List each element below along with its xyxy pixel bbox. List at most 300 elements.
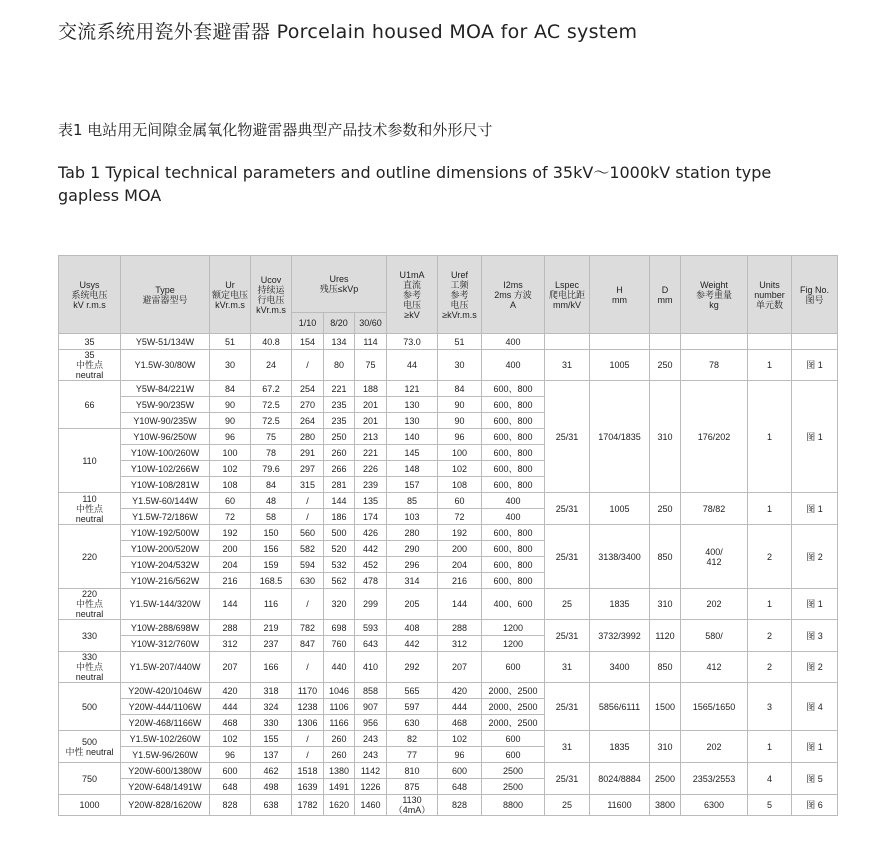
cell-square-wave (482, 573, 545, 589)
cell-residual-1-10-text: / (306, 360, 309, 370)
cell-residual-30-60-text: 243 (362, 749, 379, 760)
cell-residual-1-10 (292, 747, 324, 763)
cell-dc-ref-voltage-text: 292 (404, 662, 420, 672)
cell-system-voltage-text: 330 (81, 630, 98, 641)
cell-square-wave-text: 600、800 (493, 383, 533, 394)
cell-square-wave-text: 400 (505, 336, 521, 347)
cell-dc-ref-voltage (387, 573, 438, 589)
cell-rated-voltage (210, 397, 251, 413)
cell-diameter-text: 1500 (654, 701, 676, 712)
table-row (59, 683, 838, 699)
cell-residual-8-20-text: 1380 (328, 765, 350, 776)
cell-figure-text: 图 6 (806, 800, 823, 810)
cell-residual-8-20 (324, 589, 355, 620)
cell-dc-ref-voltage (387, 541, 438, 557)
cell-pf-ref-voltage-text: 51 (454, 336, 465, 347)
cell-continuous-voltage-text: 75 (265, 431, 276, 442)
cell-pf-ref-voltage-text: 648 (451, 781, 468, 792)
cell-system-voltage-text: 66 (84, 399, 95, 410)
cell-rated-voltage (210, 525, 251, 541)
cell-residual-8-20-text: 221 (331, 383, 347, 394)
table-body (59, 334, 838, 816)
cell-square-wave (482, 509, 545, 525)
cell-type-text: Y5W-84/221W (135, 383, 195, 394)
header-u1ma: U1mA 直流 参考 电压 ≥kV (387, 256, 438, 334)
cell-dc-ref-voltage (387, 747, 438, 763)
cell-rated-voltage (210, 731, 251, 747)
cell-dc-ref-voltage (387, 381, 438, 397)
cell-residual-30-60-text: 442 (362, 543, 379, 554)
cell-dc-ref-voltage (387, 334, 438, 350)
cell-creepage-text: 31 (561, 662, 572, 672)
cell-rated-voltage (210, 429, 251, 445)
cell-pf-ref-voltage (438, 589, 482, 620)
cell-weight (681, 350, 748, 381)
cell-continuous-voltage (251, 413, 292, 429)
cell-square-wave (482, 795, 545, 816)
cell-dc-ref-voltage-text: 77 (406, 749, 417, 760)
cell-residual-30-60 (355, 509, 387, 525)
cell-creepage (545, 525, 590, 589)
cell-pf-ref-voltage-text: 108 (451, 479, 468, 490)
cell-figure-text: 图 1 (806, 741, 823, 752)
cell-weight-text: 202 (706, 741, 722, 752)
cell-type-text: Y1.5W-102/260W (129, 733, 201, 744)
cell-residual-30-60 (355, 620, 387, 636)
cell-residual-30-60 (355, 763, 387, 779)
cell-creepage-text: 25/31 (555, 773, 579, 784)
cell-residual-8-20-text: 260 (331, 447, 347, 458)
cell-type-text: Y20W-648/1491W (128, 781, 202, 792)
cell-residual-30-60-text: 114 (363, 336, 378, 347)
cell-dc-ref-voltage-text: 630 (404, 717, 420, 728)
cell-pf-ref-voltage-text: 312 (451, 638, 468, 649)
cell-continuous-voltage-text: 24 (265, 360, 276, 370)
cell-system-voltage-text: 1000 (79, 800, 100, 810)
cell-square-wave (482, 525, 545, 541)
cell-diameter-text: 310 (657, 741, 673, 752)
cell-type-text: Y1.5W-30/80W (134, 360, 196, 370)
cell-residual-8-20-text: 1491 (328, 781, 350, 792)
cell-residual-1-10 (292, 429, 324, 445)
cell-rated-voltage (210, 715, 251, 731)
cell-pf-ref-voltage-text: 600 (451, 765, 468, 776)
cell-residual-8-20-text: 144 (331, 495, 347, 506)
cell-units-text: 4 (766, 773, 772, 784)
cell-square-wave (482, 699, 545, 715)
cell-square-wave-text: 400 (505, 360, 521, 370)
cell-diameter-text: 3800 (654, 800, 676, 810)
cell-residual-1-10-text: 847 (299, 638, 316, 649)
cell-residual-8-20-text: 235 (331, 399, 347, 410)
cell-dc-ref-voltage-text: 314 (404, 575, 420, 586)
cell-dc-ref-voltage-text: 875 (404, 781, 420, 792)
cell-residual-1-10-text: 1238 (297, 701, 318, 712)
cell-type (121, 397, 210, 413)
cell-dc-ref-voltage (387, 429, 438, 445)
cell-continuous-voltage (251, 731, 292, 747)
cell-continuous-voltage-text: 72.5 (262, 415, 280, 426)
cell-residual-8-20 (324, 429, 355, 445)
cell-square-wave (482, 747, 545, 763)
cell-figure-text: 图 4 (806, 701, 823, 712)
cell-square-wave-text: 600、800 (493, 479, 533, 490)
table-row (59, 334, 838, 350)
page-title: 交流系统用瓷外套避雷器 Porcelain housed MOA for AC system (58, 21, 638, 43)
cell-continuous-voltage-text: 324 (263, 701, 279, 712)
cell-pf-ref-voltage-text: 216 (451, 575, 468, 586)
cell-residual-30-60-text: 452 (362, 559, 379, 570)
cell-pf-ref-voltage-text: 144 (451, 599, 468, 609)
cell-dc-ref-voltage-text: 130 (404, 399, 420, 410)
cell-square-wave-text: 2000、2500 (488, 701, 538, 712)
cell-residual-1-10-text: 154 (299, 336, 316, 347)
cell-dc-ref-voltage-text: 121 (404, 383, 420, 394)
cell-dc-ref-voltage (387, 731, 438, 747)
cell-type-text: Y5W-90/235W (135, 399, 195, 410)
cell-continuous-voltage (251, 747, 292, 763)
header-units: Units number 单元数 (748, 256, 792, 334)
cell-diameter (650, 493, 681, 525)
cell-residual-30-60-text: 410 (362, 662, 379, 672)
cell-residual-1-10 (292, 509, 324, 525)
cell-figure-text: 图 5 (806, 773, 823, 784)
cell-creepage (545, 350, 590, 381)
cell-type-text: Y10W-90/235W (133, 415, 197, 426)
cell-type-text: Y20W-420/1046W (128, 685, 202, 696)
cell-residual-8-20-text: 698 (331, 622, 347, 633)
cell-type (121, 461, 210, 477)
cell-residual-30-60-text: 213 (362, 431, 379, 442)
cell-continuous-voltage-text: 219 (263, 622, 279, 633)
cell-type (121, 747, 210, 763)
cell-weight (681, 381, 748, 493)
cell-system-voltage (59, 731, 121, 763)
cell-weight-text: 78/82 (702, 503, 726, 514)
cell-height (590, 652, 650, 683)
cell-type-text: Y1.5W-144/320W (129, 599, 201, 609)
cell-continuous-voltage-text: 237 (263, 638, 279, 649)
cell-continuous-voltage (251, 477, 292, 493)
cell-residual-30-60 (355, 795, 387, 816)
cell-square-wave-text: 600 (505, 662, 521, 672)
cell-residual-8-20 (324, 652, 355, 683)
cell-residual-1-10 (292, 525, 324, 541)
cell-weight (681, 620, 748, 652)
cell-diameter-text: 2500 (654, 773, 676, 784)
cell-continuous-voltage-text: 166 (263, 662, 279, 672)
cell-residual-30-60 (355, 557, 387, 573)
cell-system-voltage-text: 750 (81, 773, 98, 784)
cell-residual-8-20-text: 281 (331, 479, 347, 490)
cell-pf-ref-voltage-text: 100 (451, 447, 468, 458)
cell-units (748, 334, 792, 350)
cell-system-voltage-text: 500 (81, 701, 98, 712)
cell-figure (792, 652, 838, 683)
cell-figure (792, 620, 838, 652)
cell-dc-ref-voltage (387, 493, 438, 509)
cell-pf-ref-voltage-text: 102 (451, 463, 468, 474)
cell-residual-8-20-text: 260 (331, 733, 347, 744)
cell-residual-8-20 (324, 573, 355, 589)
cell-residual-8-20 (324, 683, 355, 699)
cell-continuous-voltage (251, 699, 292, 715)
cell-height-text: 5856/6111 (598, 701, 641, 712)
cell-square-wave-text: 2500 (502, 781, 524, 792)
cell-dc-ref-voltage (387, 795, 438, 816)
cell-dc-ref-voltage-text: 1130（4mA） (393, 795, 431, 815)
cell-pf-ref-voltage (438, 699, 482, 715)
header-usys: Usys 系统电压 kV r.m.s (59, 256, 121, 334)
cell-type-text: Y10W-204/532W (130, 559, 200, 570)
cell-residual-8-20 (324, 541, 355, 557)
cell-residual-8-20-text: 134 (331, 336, 347, 347)
table-row (59, 763, 838, 779)
cell-height-text: 1005 (609, 503, 630, 514)
cell-dc-ref-voltage (387, 413, 438, 429)
cell-pf-ref-voltage (438, 461, 482, 477)
cell-type (121, 683, 210, 699)
cell-residual-30-60 (355, 652, 387, 683)
cell-residual-1-10 (292, 541, 324, 557)
cell-residual-8-20-text: 320 (331, 599, 347, 609)
cell-continuous-voltage-text: 116 (263, 599, 279, 609)
cell-residual-8-20 (324, 493, 355, 509)
cell-units (748, 763, 792, 795)
cell-creepage (545, 652, 590, 683)
cell-residual-8-20 (324, 477, 355, 493)
cell-system-voltage (59, 683, 121, 731)
cell-system-voltage-text: 110 中性点 neutral (75, 493, 104, 524)
cell-residual-1-10-text: 1170 (297, 685, 318, 696)
cell-continuous-voltage-text: 150 (263, 527, 279, 538)
cell-continuous-voltage (251, 620, 292, 636)
cell-dc-ref-voltage-text: 597 (404, 701, 420, 712)
cell-system-voltage-text: 35 (84, 336, 95, 347)
cell-type-text: Y10W-216/562W (130, 575, 200, 586)
cell-figure (792, 525, 838, 589)
cell-rated-voltage (210, 763, 251, 779)
cell-diameter (650, 334, 681, 350)
cell-square-wave-text: 600 (505, 733, 521, 744)
cell-residual-1-10 (292, 652, 324, 683)
cell-residual-30-60-text: 1142 (360, 765, 381, 776)
cell-rated-voltage-text: 90 (224, 399, 235, 410)
cell-pf-ref-voltage (438, 541, 482, 557)
cell-units-text: 2 (766, 551, 772, 562)
cell-residual-8-20-text: 440 (331, 662, 347, 672)
cell-weight-text: 2353/2553 (692, 773, 736, 784)
cell-diameter-text: 310 (657, 431, 673, 442)
cell-continuous-voltage-text: 48 (265, 495, 276, 506)
cell-residual-30-60 (355, 477, 387, 493)
cell-type-text: Y10W-288/698W (130, 622, 200, 633)
cell-residual-30-60 (355, 334, 387, 350)
cell-pf-ref-voltage (438, 636, 482, 652)
cell-residual-8-20 (324, 795, 355, 816)
cell-system-voltage-text: 220 (81, 551, 98, 562)
cell-pf-ref-voltage-text: 444 (451, 701, 468, 712)
cell-weight-text: 412 (706, 662, 722, 672)
header-weight: Weight 参考重量 kg (681, 256, 748, 334)
cell-rated-voltage-text: 312 (222, 638, 238, 649)
cell-figure (792, 683, 838, 731)
moa-parameters-table (58, 255, 838, 816)
table-row (59, 652, 838, 683)
cell-square-wave-text: 600、800 (493, 527, 533, 538)
cell-type-text: Y1.5W-207/440W (129, 662, 201, 672)
cell-residual-30-60-text: 226 (362, 463, 379, 474)
cell-creepage (545, 763, 590, 795)
cell-continuous-voltage-text: 156 (263, 543, 279, 554)
cell-weight (681, 493, 748, 525)
cell-square-wave (482, 381, 545, 397)
cell-pf-ref-voltage (438, 779, 482, 795)
cell-residual-1-10 (292, 350, 324, 381)
cell-creepage-text: 31 (561, 741, 572, 752)
cell-units (748, 652, 792, 683)
cell-residual-1-10-text: 1782 (297, 800, 318, 810)
cell-residual-8-20 (324, 731, 355, 747)
cell-rated-voltage-text: 144 (222, 599, 238, 609)
cell-dc-ref-voltage-text: 157 (404, 479, 420, 490)
header-fig: Fig No. 图号 (792, 256, 838, 334)
cell-creepage-text: 31 (561, 360, 572, 370)
cell-residual-1-10-text: 270 (299, 399, 316, 410)
header-ucov: Ucov 持续运 行电压 kVr.m.s (251, 256, 292, 334)
cell-residual-30-60-text: 243 (362, 733, 379, 744)
cell-residual-30-60-text: 299 (362, 599, 379, 609)
cell-figure-text: 图 2 (806, 551, 823, 562)
cell-rated-voltage-text: 100 (222, 447, 238, 458)
cell-rated-voltage-text: 468 (222, 717, 238, 728)
cell-type (121, 477, 210, 493)
cell-continuous-voltage (251, 461, 292, 477)
cell-units (748, 350, 792, 381)
cell-residual-30-60 (355, 397, 387, 413)
cell-rated-voltage-text: 51 (224, 336, 235, 347)
cell-residual-8-20 (324, 334, 355, 350)
cell-residual-8-20-text: 250 (331, 431, 347, 442)
cell-system-voltage (59, 652, 121, 683)
cell-residual-1-10 (292, 779, 324, 795)
cell-units (748, 795, 792, 816)
cell-weight-text: 580/ (705, 630, 723, 641)
cell-height (590, 525, 650, 589)
cell-pf-ref-voltage (438, 620, 482, 636)
cell-type (121, 509, 210, 525)
cell-rated-voltage-text: 96 (224, 431, 235, 442)
cell-type (121, 573, 210, 589)
cell-type (121, 557, 210, 573)
cell-pf-ref-voltage-text: 102 (451, 733, 468, 744)
cell-square-wave (482, 413, 545, 429)
cell-square-wave (482, 350, 545, 381)
cell-type (121, 350, 210, 381)
table-row (59, 795, 838, 816)
cell-square-wave-text: 600、800 (493, 559, 533, 570)
cell-type (121, 652, 210, 683)
cell-continuous-voltage (251, 683, 292, 699)
cell-creepage (545, 731, 590, 763)
table-row (59, 493, 838, 509)
cell-pf-ref-voltage (438, 652, 482, 683)
header-ures: Ures 残压≤kVp (292, 256, 387, 313)
cell-creepage (545, 381, 590, 493)
cell-square-wave-text: 400 (505, 511, 521, 522)
cell-pf-ref-voltage (438, 429, 482, 445)
cell-rated-voltage (210, 493, 251, 509)
cell-type (121, 795, 210, 816)
cell-residual-30-60 (355, 683, 387, 699)
cell-height (590, 334, 650, 350)
cell-residual-8-20 (324, 461, 355, 477)
cell-continuous-voltage (251, 652, 292, 683)
cell-continuous-voltage-text: 638 (263, 800, 279, 810)
cell-dc-ref-voltage (387, 350, 438, 381)
cell-residual-8-20-text: 500 (331, 527, 347, 538)
cell-continuous-voltage (251, 525, 292, 541)
cell-residual-30-60 (355, 747, 387, 763)
cell-figure-text: 图 1 (806, 503, 823, 514)
cell-continuous-voltage (251, 397, 292, 413)
cell-figure (792, 334, 838, 350)
cell-type (121, 493, 210, 509)
cell-pf-ref-voltage-text: 84 (454, 383, 465, 394)
cell-pf-ref-voltage-text: 90 (454, 415, 465, 426)
cell-residual-8-20 (324, 636, 355, 652)
cell-rated-voltage (210, 795, 251, 816)
cell-height (590, 683, 650, 731)
cell-weight-text: 176/202 (697, 431, 731, 442)
cell-rated-voltage-text: 207 (222, 662, 238, 672)
cell-residual-1-10-text: 594 (299, 559, 316, 570)
cell-square-wave (482, 620, 545, 636)
cell-residual-30-60-text: 858 (362, 685, 379, 696)
cell-weight (681, 652, 748, 683)
cell-units (748, 493, 792, 525)
cell-residual-30-60-text: 593 (362, 622, 379, 633)
cell-pf-ref-voltage (438, 397, 482, 413)
cell-diameter (650, 652, 681, 683)
cell-square-wave (482, 683, 545, 699)
cell-figure (792, 589, 838, 620)
cell-figure-text: 图 1 (806, 599, 823, 609)
cell-continuous-voltage (251, 350, 292, 381)
cell-pf-ref-voltage-text: 207 (451, 662, 468, 672)
cell-dc-ref-voltage (387, 445, 438, 461)
cell-square-wave-text: 600、800 (493, 463, 533, 474)
cell-residual-1-10 (292, 477, 324, 493)
cell-square-wave-text: 2500 (502, 765, 524, 776)
cell-continuous-voltage (251, 445, 292, 461)
cell-units-text: 1 (766, 599, 772, 609)
cell-units (748, 525, 792, 589)
cell-residual-1-10 (292, 397, 324, 413)
cell-pf-ref-voltage (438, 493, 482, 509)
cell-residual-30-60-text: 907 (362, 701, 379, 712)
cell-height-text: 3138/3400 (598, 551, 641, 562)
cell-continuous-voltage-text: 58 (265, 511, 276, 522)
cell-residual-8-20 (324, 525, 355, 541)
cell-type (121, 620, 210, 636)
cell-residual-8-20 (324, 350, 355, 381)
cell-units (748, 620, 792, 652)
cell-residual-8-20-text: 266 (331, 463, 347, 474)
cell-dc-ref-voltage (387, 715, 438, 731)
cell-residual-1-10-text: / (306, 662, 309, 672)
cell-rated-voltage (210, 557, 251, 573)
